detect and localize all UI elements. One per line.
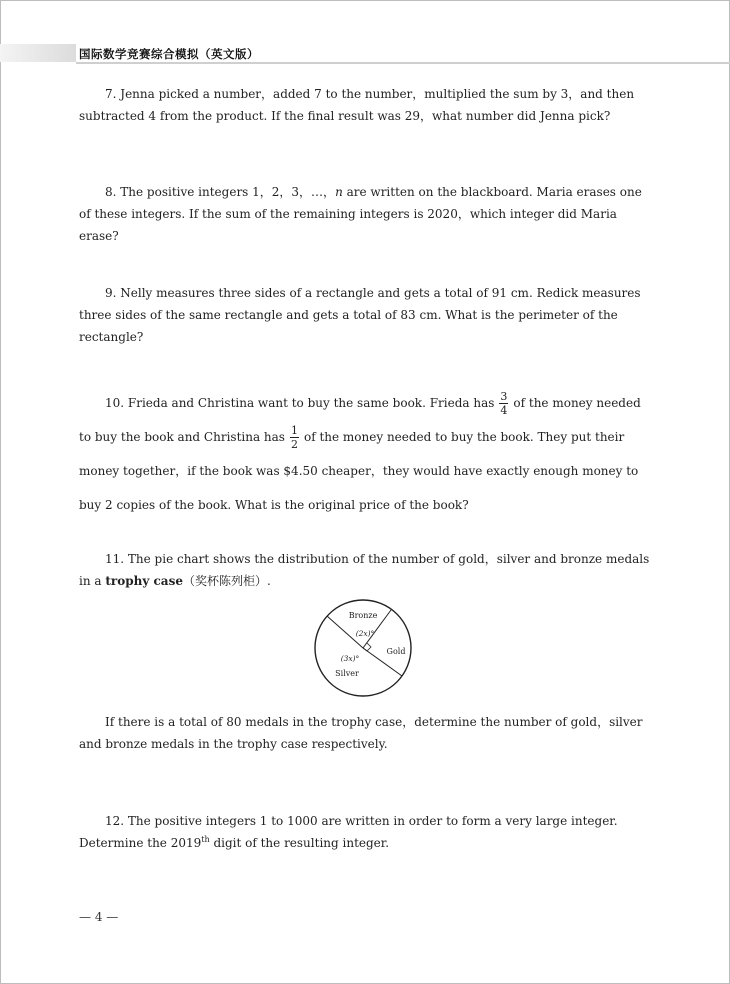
fraction-2-numerator: 1	[290, 424, 298, 437]
problem-8	[79, 181, 653, 247]
problem-10-text-b: of the money needed to buy the book and Christina has	[79, 396, 641, 444]
problem-11-term-trophy-case: trophy case	[105, 574, 183, 588]
running-header-title: 国际数学竞赛综合模拟（英文版）	[79, 47, 259, 61]
fraction-1-numerator: 3	[500, 390, 508, 403]
problem-9-text: 9. Nelly measures three sides of a rectangle and gets a total of 91 cm. Redick measures three sides of the same rectangle and gets a total of 83 cm. What is the perimeter of the rectangle?	[79, 286, 641, 344]
problem-12	[79, 810, 653, 854]
problem-12-text-a: 12. The positive integers 1 to 1000 are written in order to form a very large integer. Determine the 2019	[79, 814, 618, 850]
pie-label-gold: Gold	[386, 647, 406, 656]
header-divider	[76, 62, 730, 64]
problem-11-text-c: If there is a total of 80 medals in the trophy case，determine the number of gold，silver and bronze medals in the trophy case respectively.	[79, 715, 643, 751]
problem-10-text-c: of the money needed to buy the book. They put their money together，if the book was $4.50 cheaper，they would have exactly enough money to buy 2 copies of the book. What is the original price of the book?	[79, 430, 639, 512]
problem-8-text-a: 8. The positive integers 1，2，3，…，	[105, 185, 336, 199]
medal-pie-chart	[313, 598, 413, 698]
problem-8-variable-n: n	[335, 185, 343, 199]
fraction-three-quarters	[499, 390, 508, 417]
pie-label-silver: Silver	[335, 669, 359, 678]
problem-11-text-b: （奖杯陈列柜）.	[182, 574, 271, 588]
problem-9	[79, 282, 653, 348]
problem-10	[79, 386, 653, 522]
pie-chart-svg	[313, 598, 413, 698]
header-accent-bar	[0, 44, 76, 62]
pie-angle-silver: (3x)°	[340, 654, 360, 663]
fraction-one-half	[290, 424, 299, 451]
problem-10-text-a: 10. Frieda and Christina want to buy the same book. Frieda has	[105, 396, 495, 410]
fraction-2-denominator: 2	[290, 438, 298, 451]
problem-7-text: 7. Jenna picked a number，added 7 to the number，multiplied the sum by 3，and then subtracted 4 from the product. If the final result was 29，what number did Jenna pick?	[79, 87, 635, 123]
problem-8-text-b: are written on the blackboard. Maria erases one of these integers. If the sum of the remaining integers is 2020，which integer did Maria erase?	[79, 185, 642, 243]
problem-12-text-b: digit of the resulting integer.	[209, 836, 390, 850]
problem-7	[79, 83, 653, 127]
page-number: — 4 —	[79, 910, 119, 924]
fraction-1-denominator: 4	[500, 404, 508, 417]
problem-11	[79, 548, 653, 592]
pie-label-bronze: Bronze	[348, 611, 378, 620]
problem-11-question	[79, 711, 653, 755]
pie-angle-bronze: (2x)°	[355, 629, 375, 638]
problem-11-text-a: 11. The pie chart shows the distribution of the number of gold，silver and bronze medals in a	[79, 552, 650, 588]
problem-12-superscript: th	[201, 835, 210, 844]
